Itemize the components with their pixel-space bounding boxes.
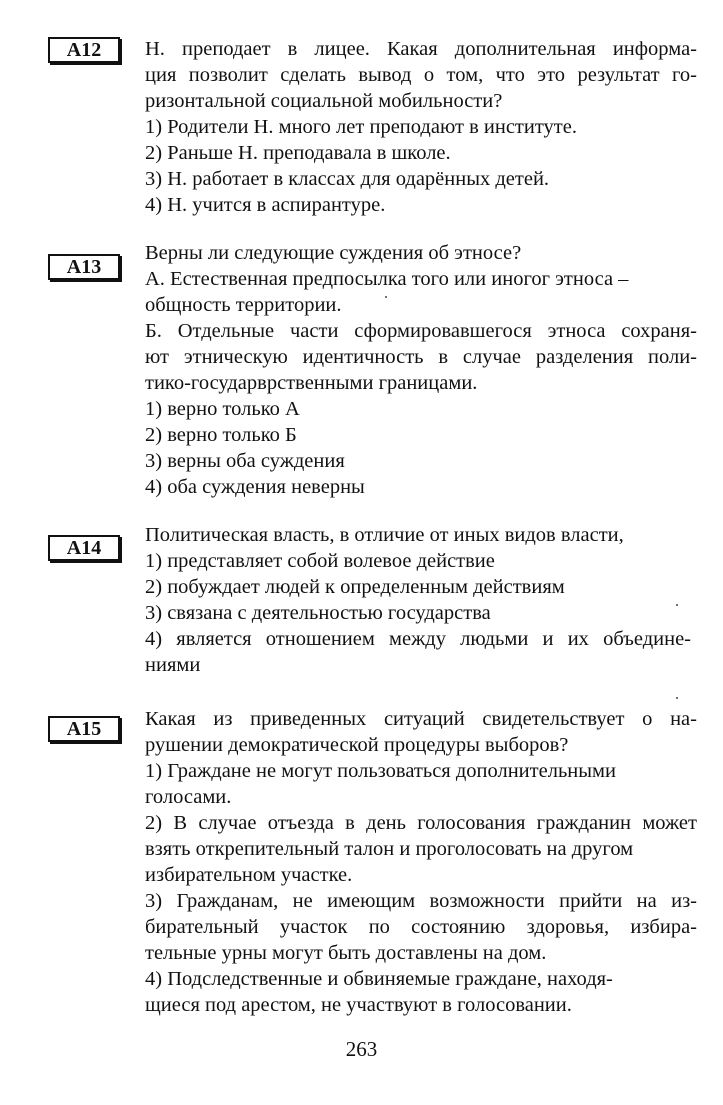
question-a15-option: взять открепительный талон и проголосовать на другом [145, 838, 634, 860]
question-a14-option: 2) побуждает людей к определенным действиям [145, 576, 565, 598]
question-a14-option: 4) является отношением между людьми и их объедине- [145, 628, 691, 650]
question-a12-option: 2) Раньше Н. преподавала в школе. [145, 142, 451, 164]
question-a15-text [145, 706, 697, 1018]
question-a14-option: 3) связана с деятельностью государства [145, 602, 491, 624]
question-a15-option: бирательный участок по состоянию здоровья, избира- [145, 916, 697, 938]
question-a13-line: Верны ли следующие суждения об этносе? [145, 242, 522, 264]
question-a13-option: 2) верно только Б [145, 424, 297, 446]
question-a14-line: Политическая власть, в отличие от иных видов власти, [145, 524, 624, 546]
question-a13-statement: ют этническую идентичность в случае разделения поли- [145, 346, 697, 368]
question-a13-statement: А. Естественная предпосылка того или иногог этноса – [145, 268, 629, 290]
question-a13-statement: Б. Отдельные части сформировавшегося этноса сохраня- [145, 320, 697, 342]
question-a15-option: 2) В случае отъезда в день голосования гражданин может [145, 812, 697, 834]
question-a12-option: 4) Н. учится в аспирантуре. [145, 194, 386, 216]
question-a13-text [145, 240, 697, 500]
question-label-a12: A12 [48, 37, 120, 63]
question-a12-text [145, 36, 697, 218]
question-a14-text [145, 522, 691, 678]
question-label-a15: A15 [48, 716, 120, 742]
question-a15-option: голосами. [145, 786, 232, 808]
question-a15-option: избирательном участке. [145, 864, 353, 886]
question-a13-statement: общность территории. [145, 294, 342, 316]
question-a15-option: 1) Граждане не могут пользоваться дополнительными [145, 760, 616, 782]
question-a15-option: 4) Подследственные и обвиняемые граждане, находя- [145, 968, 613, 990]
question-a13-option: 4) оба суждения неверны [145, 476, 365, 498]
question-a15-line: рушении демократической процедуры выборов? [145, 734, 569, 756]
question-a14-option: 1) представляет собой волевое действие [145, 550, 495, 572]
question-label-a13: A13 [48, 254, 120, 280]
question-a15-option: 3) Гражданам, не имеющим возможности прийти на из- [145, 890, 697, 912]
question-a14-option: ниями [145, 654, 201, 676]
question-a12-line: ризонтальной социальной мобильности? [145, 90, 503, 112]
page-number: 263 [345, 1037, 378, 1061]
scan-speck [676, 697, 678, 699]
question-a12-option: 1) Родители Н. много лет преподают в институте. [145, 116, 577, 138]
scan-speck [676, 604, 678, 606]
question-a12-line: ция позволит сделать вывод о том, что это результат го- [145, 64, 697, 86]
question-a15-line: Какая из приведенных ситуаций свидетельствует о на- [145, 708, 697, 730]
question-a12-line: Н. преподает в лицее. Какая дополнительная информа- [145, 38, 697, 60]
question-a12-option: 3) Н. работает в классах для одарённых детей. [145, 168, 550, 190]
question-a15-option: щиеся под арестом, не участвуют в голосовании. [145, 994, 572, 1016]
question-a13-statement: тико-государврственными границами. [145, 372, 478, 394]
question-label-a14: A14 [48, 535, 120, 561]
question-a13-option: 1) верно только А [145, 398, 300, 420]
question-a15-option: тельные урны могут быть доставлены на дом. [145, 942, 547, 964]
scan-speck [385, 296, 387, 298]
question-a13-option: 3) верны оба суждения [145, 450, 345, 472]
